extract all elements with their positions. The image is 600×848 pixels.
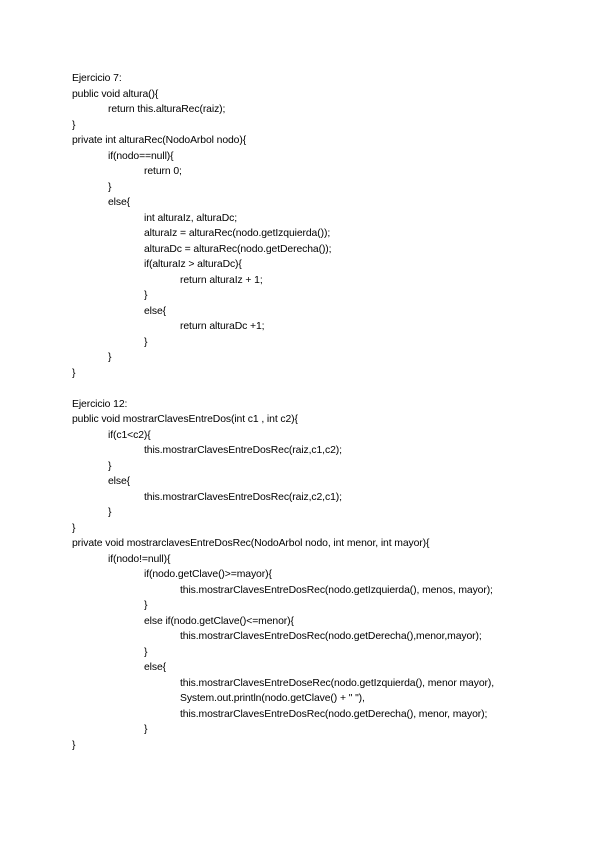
code-line: } — [108, 181, 112, 193]
code-line: } — [72, 739, 76, 751]
code-line: } — [144, 724, 148, 735]
code-line: public void altura(){ — [72, 88, 159, 100]
code-line: } — [144, 336, 148, 348]
code-line: return 0; — [144, 166, 182, 177]
code-line: return this.alturaRec(raiz); — [108, 104, 226, 115]
code-line: System.out.println(nodo.getClave() + " "), — [180, 693, 365, 704]
code-line: public void mostrarClavesEntreDos(int c1 , int c2){ — [72, 414, 298, 425]
code-line: else{ — [108, 476, 131, 487]
code-line: if(nodo!=null){ — [108, 553, 171, 565]
code-line: this.mostrarClavesEntreDosRec(nodo.getDerecha(),menor,mayor); — [180, 631, 482, 642]
code-line: if(nodo==null){ — [108, 150, 174, 162]
code-line: return alturaIz + 1; — [180, 274, 263, 286]
exercise-12-heading: Ejercicio 12: — [72, 398, 128, 410]
code-line: } — [144, 646, 148, 658]
code-line: if(alturaIz > alturaDc){ — [144, 259, 242, 270]
code-line: this.mostrarClavesEntreDosRec(nodo.getIzquierda(), menos, mayor); — [180, 584, 493, 596]
code-listing — [72, 71, 572, 753]
exercise-7-heading: Ejercicio 7: — [72, 73, 122, 84]
code-line: } — [108, 460, 112, 472]
code-line: this.mostrarClavesEntreDosRec(raiz,c1,c2); — [144, 445, 342, 456]
code-line: this.mostrarClavesEntreDosRec(nodo.getDerecha(), menor, mayor); — [180, 708, 488, 720]
code-line: else{ — [144, 305, 167, 317]
code-line: } — [108, 507, 112, 518]
code-line: int alturaIz, alturaDc; — [144, 212, 237, 224]
code-line: else if(nodo.getClave()<=menor){ — [144, 615, 294, 627]
code-line: private int alturaRec(NodoArbol nodo){ — [72, 135, 247, 146]
code-line: } — [144, 290, 148, 301]
code-line: if(c1<c2){ — [108, 429, 151, 441]
code-line: else{ — [108, 197, 131, 208]
section-spacer — [72, 381, 572, 397]
code-line: alturaIz = alturaRec(nodo.getIzquierda()); — [144, 228, 331, 239]
code-line: alturaDc = alturaRec(nodo.getDerecha()); — [144, 243, 332, 255]
code-line: } — [72, 522, 76, 534]
code-line: } — [108, 352, 112, 363]
code-line: else{ — [144, 662, 167, 673]
code-line: private void mostrarclavesEntreDosRec(NodoArbol nodo, int menor, int mayor){ — [72, 538, 430, 549]
code-line: } — [144, 600, 148, 611]
code-line: this.mostrarClavesEntreDoseRec(nodo.getIzquierda(), menor mayor), — [180, 677, 495, 689]
code-line: return alturaDc +1; — [180, 321, 265, 332]
code-line: } — [72, 119, 76, 131]
code-line: if(nodo.getClave()>=mayor){ — [144, 569, 272, 580]
code-line: } — [72, 367, 76, 379]
code-line: this.mostrarClavesEntreDosRec(raiz,c2,c1); — [144, 491, 342, 503]
